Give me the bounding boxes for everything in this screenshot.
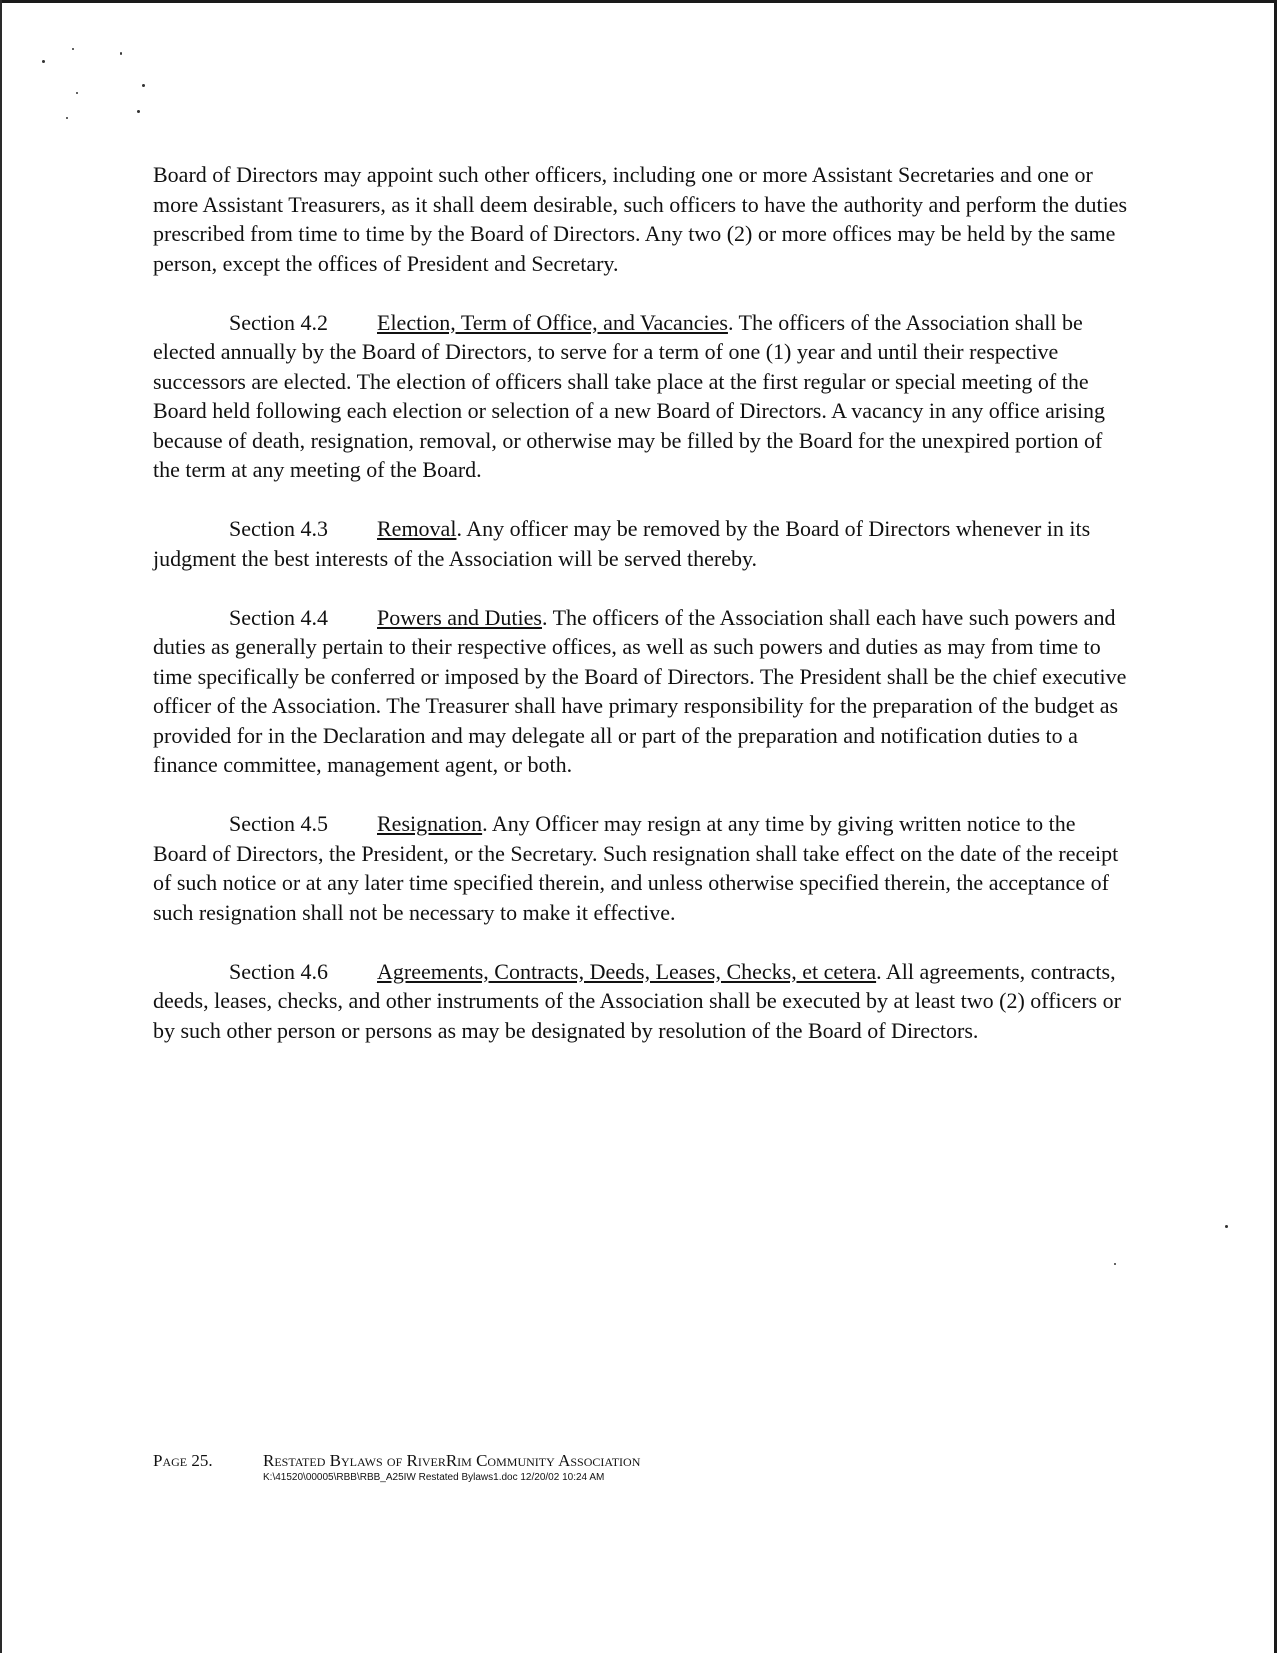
section-heading: Agreements, Contracts, Deeds, Leases, Checks, et cetera <box>377 958 877 984</box>
section-text: . The officers of the Association shall each have such powers and duties as generally pertain to their respective offices, as well as such powers and duties as may from time to time specifically be conferred or imposed by the Board of Directors. The President shall be the chief executive officer of the Association. The Treasurer shall have primary responsibility for the preparation of the budget as provided for in the Declaration and may delegate all or part of the preparation and notification duties to a finance committee, management agent, or both. <box>153 604 1127 777</box>
footer-line <box>153 1451 1053 1471</box>
scan-speck <box>120 52 122 55</box>
section-4-3 <box>153 514 1128 573</box>
section-heading: Powers and Duties <box>377 604 542 630</box>
section-heading: Election, Term of Office, and Vacancies <box>377 309 728 335</box>
section-number: Section 4.6 <box>229 958 328 984</box>
scan-speck <box>72 48 74 50</box>
scan-speck <box>42 60 45 63</box>
scan-speck <box>137 110 140 113</box>
section-heading: Removal <box>377 516 457 541</box>
section-text: . Any Officer may resign at any time by giving written notice to the Board of Directors, the President, or the Secretary. Such resignation shall take effect on the date of the receipt of such notice or at any later time specified therein, and unless otherwise specified therein, the acceptance of such resignation shall not be necessary to make it effective. <box>153 811 1119 925</box>
section-number: Section 4.3 <box>229 516 328 541</box>
page-border-left <box>0 0 2 1653</box>
scan-speck <box>1114 1263 1116 1265</box>
section-4-6 <box>153 957 1128 1046</box>
section-number: Section 4.2 <box>229 309 328 335</box>
scan-speck <box>142 84 145 87</box>
document-title: Restated Bylaws of RiverRim Community Association <box>263 1451 641 1470</box>
section-text: . Any officer may be removed by the Board of Directors whenever in its judgment the best interests of the Association will be served thereby. <box>153 516 1091 571</box>
file-reference: K:\41520\00005\RBB\RBB_A25IW Restated Bylaws1.doc 12/20/02 10:24 AM <box>263 1472 605 1483</box>
section-number: Section 4.5 <box>229 811 328 836</box>
page-number: Page 25. <box>153 1451 213 1470</box>
section-heading: Resignation <box>377 811 483 836</box>
scan-speck <box>76 92 78 94</box>
section-4-2 <box>153 308 1128 485</box>
intro-paragraph: Board of Directors may appoint such other officers, including one or more Assistant Secretaries and one or more Assistant Treasurers, as it shall deem desirable, such officers to have the authority and perform the duties prescribed from time to time by the Board of Directors. Any two (2) or more offices may be held by the same person, except the offices of President and Secretary. <box>153 162 1128 276</box>
scan-speck <box>66 117 68 119</box>
scan-speck <box>1225 1225 1228 1228</box>
page-border-top <box>0 0 1277 3</box>
section-number: Section 4.4 <box>229 604 328 630</box>
section-4-4 <box>153 603 1128 780</box>
document-body <box>153 160 1128 1075</box>
page-footer <box>153 1451 1053 1485</box>
section-text: . All agreements, contracts, deeds, leases, checks, and other instruments of the Association shall be executed by at least two (2) officers or by such other person or persons as may be designated by resolution of the Board of Directors. <box>153 958 1121 1043</box>
section-text: . The officers of the Association shall be elected annually by the Board of Directors, to serve for a term of one (1) year and until their respective successors are elected. The election of officers shall take place at the first regular or special meeting of the Board held following each election or selection of a new Board of Directors. A vacancy in any office arising because of death, resignation, removal, or otherwise may be filled by the Board for the unexpired portion of the term at any meeting of the Board. <box>153 309 1105 482</box>
section-4-5 <box>153 809 1128 927</box>
